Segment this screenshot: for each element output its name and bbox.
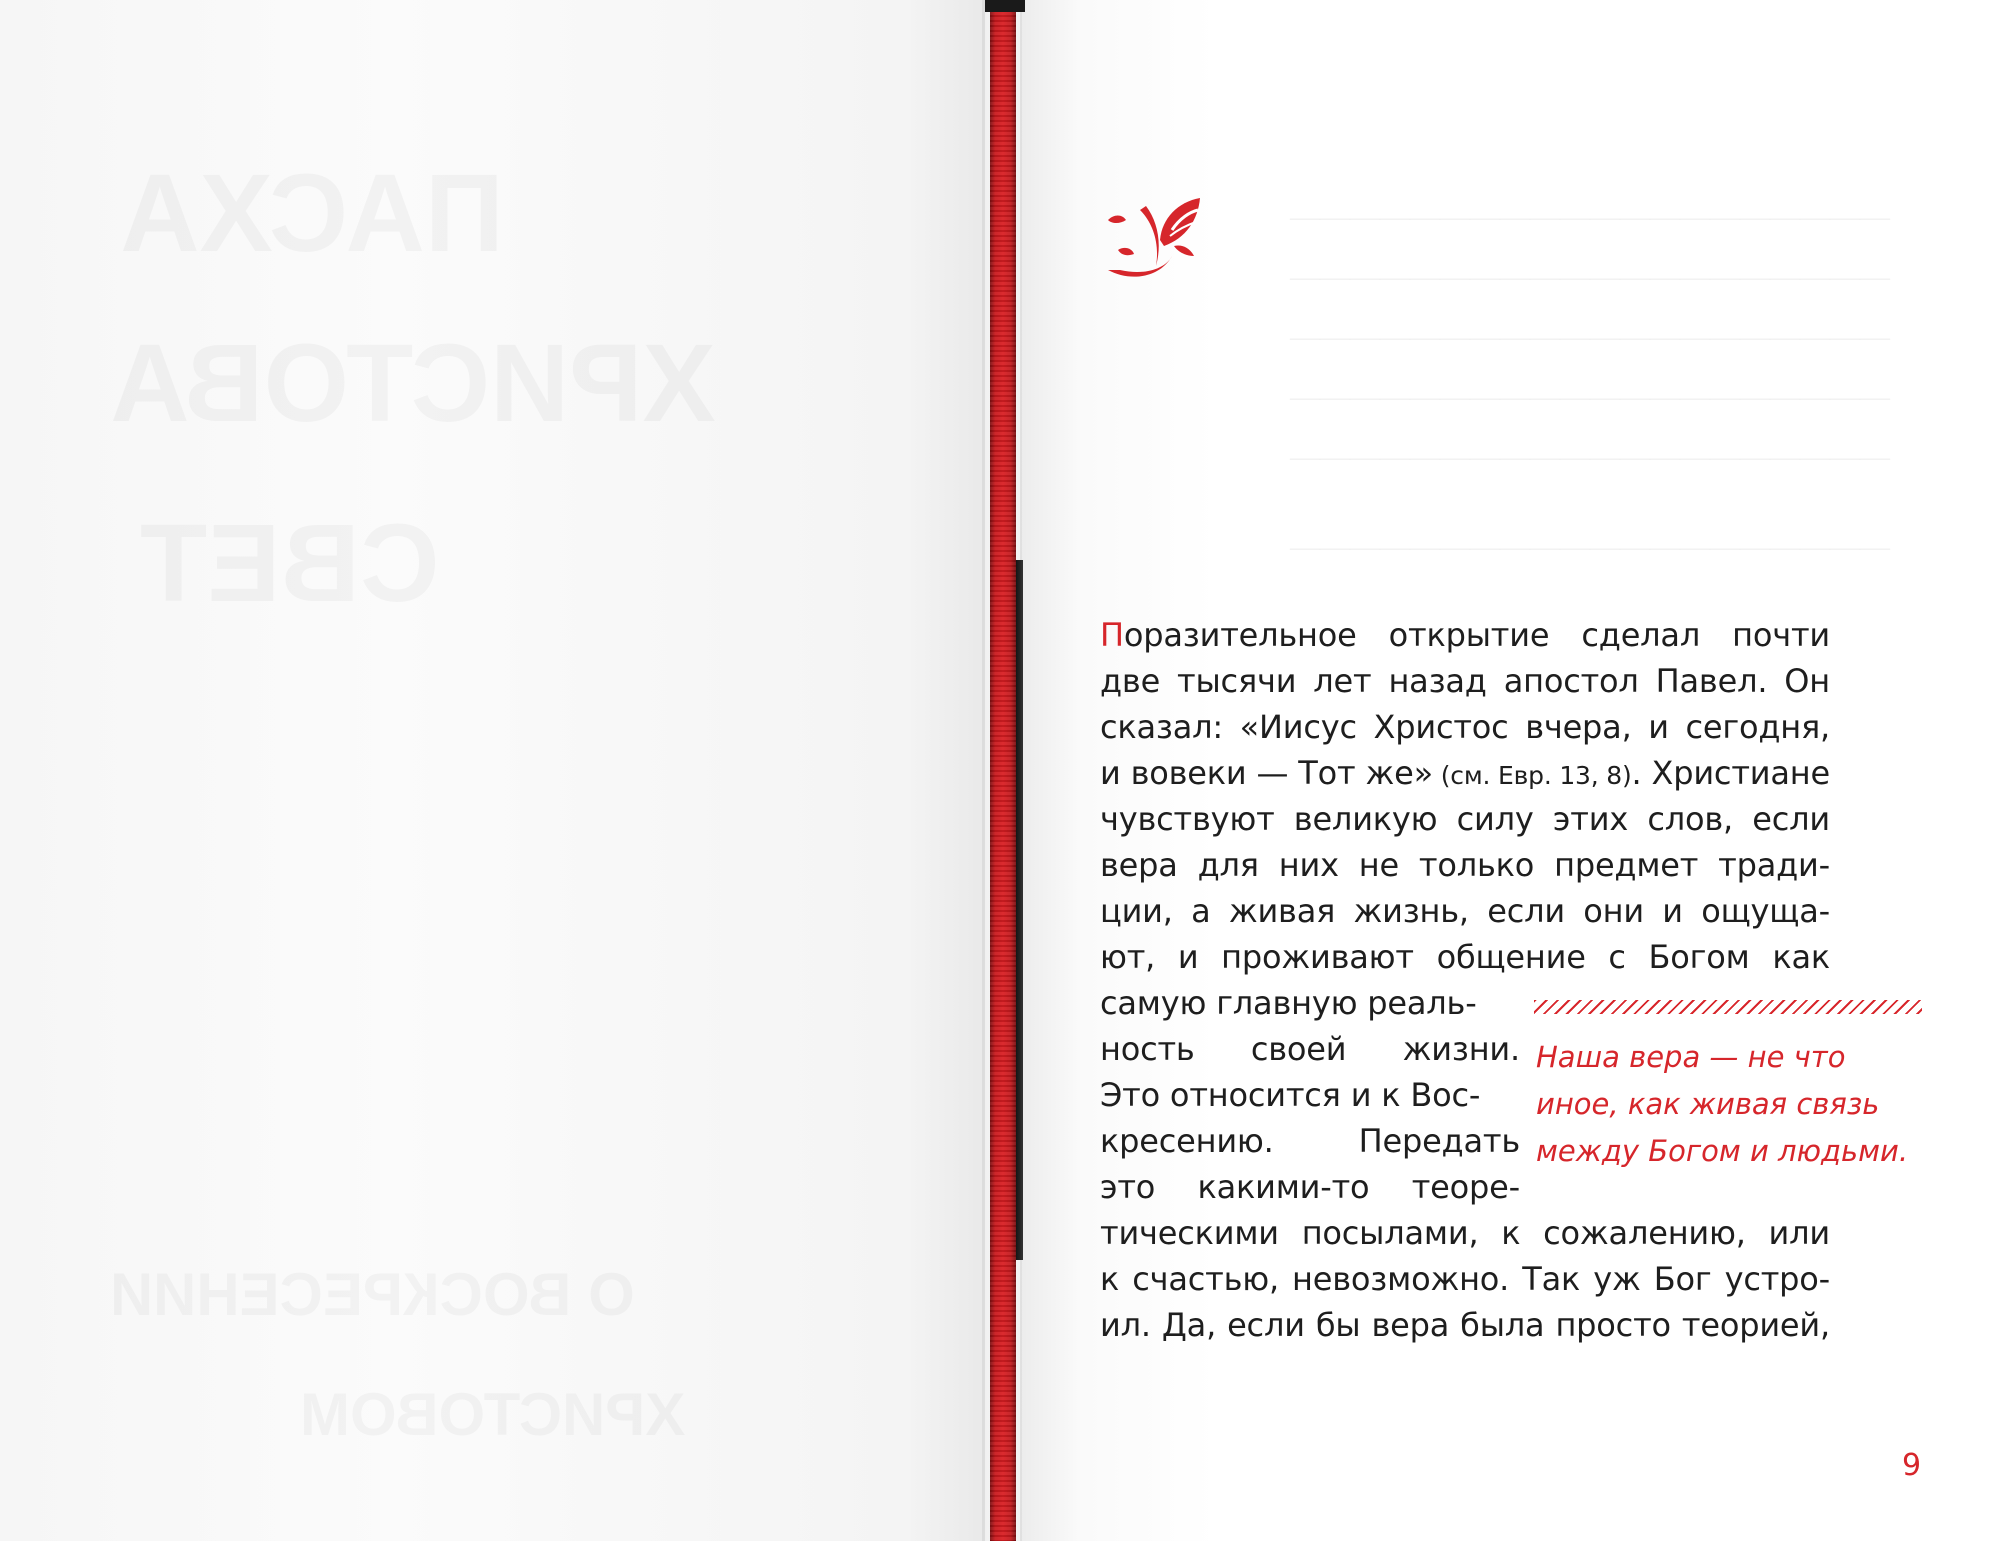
pull-quote: [1536, 1034, 1936, 1175]
pull-quote-hatch-rule: [1534, 1000, 1922, 1014]
text-line: Поразительное открытие сделал почти: [1100, 616, 1830, 654]
main-body-text: [1100, 612, 1830, 1348]
pull-quote-line: Наша вера — не что: [1536, 1040, 1846, 1074]
text-line: чувствуют великую силу этих слов, если: [1100, 800, 1830, 838]
book-spread: ———————————————————— ———————————————————— ———————————————————— ———————————————————— ———————————————————— ———————————————————— Поразительное открытие сделал почти две тысячи лет назад апостол Павел. Он сказал: «Иисус Христос вчера, и сегодня, и вовеки — Тот же» (см. Евр. 13, 8). Христиане чувствуют великую силу этих слов, если вера для них не только предмет тради- ции, а живая жизнь, если они и ощуща- ют, и проживают общение с Богом как самую главную реаль- ность своей жизни. Это относится и к Вос- кресению. Передать это какими-то теоре- тическими посылами, к сожалению, или к счастью, невозможно. Так уж Бог устро- ил. Да, если бы вера была просто теорией, Наша вера — не что иное, как живая связь между Богом и людьми. 9: [0, 0, 2000, 1541]
text-line: кресению. Передать: [1100, 1122, 1520, 1160]
text-line: ность своей жизни.: [1100, 1030, 1520, 1068]
text-line: ил. Да, если бы вера была просто теорией,: [1100, 1306, 1830, 1344]
text-line: Это относится и к Вос-: [1100, 1076, 1481, 1114]
pull-quote-line: иное, как живая связь: [1536, 1087, 1880, 1121]
text-line: две тысячи лет назад апостол Павел. Он: [1100, 662, 1830, 700]
text-line: вера для них не только предмет тради-: [1100, 846, 1830, 884]
cover-edge: [1015, 560, 1023, 1260]
drop-cap: П: [1100, 616, 1124, 654]
text-line: ции, а живая жизнь, если они и ощуща-: [1100, 892, 1830, 930]
text-line: к счастью, невозможно. Так уж Бог устро-: [1100, 1260, 1830, 1298]
scripture-reference: (см. Евр. 13, 8): [1432, 761, 1632, 790]
text-line: ют, и проживают общение с Богом как: [1100, 938, 1830, 976]
text-line: тическими посылами, к сожалению, или: [1100, 1214, 1830, 1252]
bookmark-ribbon[interactable]: [990, 0, 1016, 1541]
pull-quote-line: между Богом и людьми.: [1536, 1134, 1909, 1168]
tulip-ornament-icon: [1100, 190, 1210, 290]
left-page-blank: [0, 0, 985, 1541]
text-line: самую главную реаль-: [1100, 984, 1477, 1022]
ribbon-top-band: [985, 0, 1025, 12]
text-line: сказал: «Иисус Христос вчера, и сегодня,: [1100, 708, 1830, 746]
page-number: 9: [1902, 1448, 1922, 1483]
text-line: и вовеки — Тот же» (см. Евр. 13, 8). Христиане: [1100, 754, 1830, 792]
text-line: это какими-то теоре-: [1100, 1168, 1520, 1206]
